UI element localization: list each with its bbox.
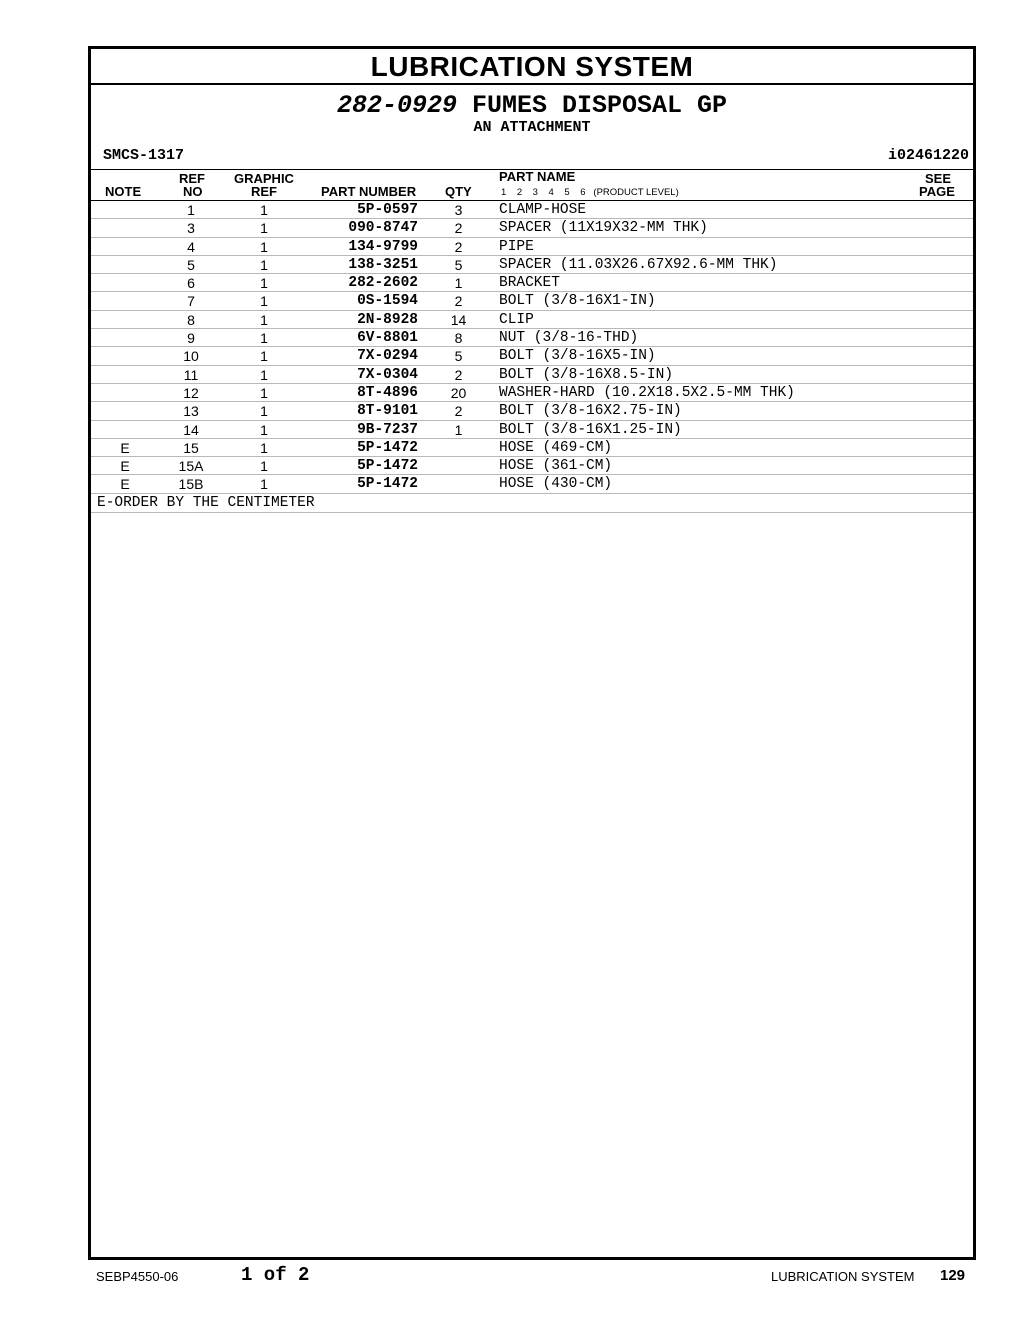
cell-graphic-ref: 1 xyxy=(260,458,268,475)
cell-part-number: 8T-4896 xyxy=(357,384,418,401)
cell-part-number: 2N-8928 xyxy=(357,311,418,328)
cell-qty: 14 xyxy=(450,311,467,328)
cell-part-name: CLIP xyxy=(499,311,534,328)
table-row xyxy=(91,219,973,237)
cell-qty: 1 xyxy=(454,275,463,292)
table-row xyxy=(91,201,973,219)
parts-table-body xyxy=(91,201,973,494)
cell-qty: 2 xyxy=(454,366,463,383)
group-name: FUMES DISPOSAL GP xyxy=(472,91,728,120)
cell-ref-no: 8 xyxy=(187,311,195,328)
cell-part-number: 7X-0294 xyxy=(357,348,418,365)
cell-graphic-ref: 1 xyxy=(260,366,268,383)
illustration-reference: i02461220 xyxy=(887,147,969,164)
cell-graphic-ref: 1 xyxy=(260,256,268,273)
cell-ref-no: 14 xyxy=(183,421,199,438)
parts-table-header xyxy=(91,169,973,201)
cell-part-name: WASHER-HARD (10.2X18.5X2.5-MM THK) xyxy=(499,384,795,401)
cell-qty: 5 xyxy=(454,256,463,273)
footer-section: LUBRICATION SYSTEM xyxy=(771,1269,915,1284)
cell-part-name: HOSE (361-CM) xyxy=(499,458,613,475)
cell-graphic-ref: 1 xyxy=(260,421,268,438)
cell-ref-no: 13 xyxy=(183,403,199,420)
cell-part-name: BOLT (3/8-16X2.75-IN) xyxy=(499,403,682,420)
section-title: LUBRICATION SYSTEM xyxy=(91,49,973,85)
table-row xyxy=(91,274,973,292)
smcs-code: SMCS-1317 xyxy=(103,147,185,164)
table-row xyxy=(91,311,973,329)
table-row xyxy=(91,457,973,475)
cell-part-number: 5P-1472 xyxy=(357,439,418,456)
cell-ref-no: 7 xyxy=(187,293,195,310)
cell-part-number: 0S-1594 xyxy=(357,293,418,310)
cell-qty: 20 xyxy=(450,384,467,401)
footer-page-of: 1 of 2 xyxy=(241,1264,310,1286)
table-row xyxy=(91,256,973,274)
cell-part-name: SPACER (11X19X32-MM THK) xyxy=(499,220,708,237)
cell-ref-no: 4 xyxy=(187,238,195,255)
table-row xyxy=(91,238,973,256)
cell-part-number: 7X-0304 xyxy=(357,366,418,383)
footer-page-number: 129 xyxy=(940,1267,966,1284)
cell-part-number: 9B-7237 xyxy=(357,421,418,438)
cell-qty: 3 xyxy=(454,202,463,218)
cell-ref-no: 3 xyxy=(187,220,195,237)
cell-graphic-ref: 1 xyxy=(260,311,268,328)
cell-ref-no: 1 xyxy=(187,202,195,218)
cell-part-number: 5P-1472 xyxy=(357,476,418,493)
cell-note: E xyxy=(120,439,130,456)
cell-part-number: 282-2602 xyxy=(348,275,418,292)
col-graphic-top: GRAPHIC xyxy=(234,171,294,186)
cell-part-number: 138-3251 xyxy=(348,256,418,273)
identifier-row xyxy=(91,145,973,169)
cell-qty: 2 xyxy=(454,238,463,255)
cell-part-name: BOLT (3/8-16X8.5-IN) xyxy=(499,366,674,383)
col-part-number: PART NUMBER xyxy=(321,184,417,199)
cell-part-number: 5P-0597 xyxy=(357,202,418,218)
cell-part-name: HOSE (430-CM) xyxy=(499,476,613,493)
cell-graphic-ref: 1 xyxy=(260,275,268,292)
cell-part-name: BOLT (3/8-16X5-IN) xyxy=(499,348,656,365)
cell-ref-no: 6 xyxy=(187,275,195,292)
cell-note: E xyxy=(120,458,130,475)
cell-part-number: 090-8747 xyxy=(348,220,418,237)
cell-ref-no: 9 xyxy=(187,330,195,347)
cell-graphic-ref: 1 xyxy=(260,293,268,310)
table-row xyxy=(91,475,973,493)
table-row xyxy=(91,402,973,420)
col-ref-top: REF xyxy=(179,171,205,186)
cell-part-name: BOLT (3/8-16X1-IN) xyxy=(499,293,656,310)
cell-ref-no: 10 xyxy=(183,348,199,365)
footnote: E-ORDER BY THE CENTIMETER xyxy=(91,494,973,513)
cell-part-name: HOSE (469-CM) xyxy=(499,439,613,456)
group-part-number: 282-0929 xyxy=(336,91,457,120)
table-row xyxy=(91,421,973,439)
cell-graphic-ref: 1 xyxy=(260,220,268,237)
col-ref-bottom: NO xyxy=(183,184,203,199)
cell-graphic-ref: 1 xyxy=(260,476,268,493)
cell-part-name: BRACKET xyxy=(499,275,560,292)
table-row xyxy=(91,439,973,457)
table-row xyxy=(91,347,973,365)
cell-ref-no: 12 xyxy=(183,384,199,401)
cell-part-number: 134-9799 xyxy=(348,238,418,255)
cell-graphic-ref: 1 xyxy=(260,403,268,420)
cell-graphic-ref: 1 xyxy=(260,384,268,401)
col-see-bottom: PAGE xyxy=(919,184,955,199)
table-row xyxy=(91,329,973,347)
cell-part-name: BOLT (3/8-16X1.25-IN) xyxy=(499,421,682,438)
cell-part-number: 6V-8801 xyxy=(357,330,418,347)
table-row xyxy=(91,384,973,402)
cell-note: E xyxy=(120,476,130,493)
table-row xyxy=(91,292,973,310)
cell-qty: 8 xyxy=(454,330,463,347)
col-see-top: SEE xyxy=(925,171,952,186)
col-note: NOTE xyxy=(105,184,142,199)
cell-ref-no: 5 xyxy=(187,256,195,273)
group-title xyxy=(91,92,973,120)
cell-qty: 2 xyxy=(454,220,463,237)
cell-qty: 5 xyxy=(454,348,463,365)
parts-page-frame xyxy=(88,46,976,1260)
cell-graphic-ref: 1 xyxy=(260,238,268,255)
cell-graphic-ref: 1 xyxy=(260,439,268,456)
cell-ref-no: 15A xyxy=(178,458,204,475)
cell-qty: 1 xyxy=(454,421,463,438)
cell-graphic-ref: 1 xyxy=(260,330,268,347)
cell-ref-no: 15B xyxy=(178,476,204,493)
cell-part-number: 8T-9101 xyxy=(357,403,418,420)
cell-part-name: PIPE xyxy=(499,238,534,255)
footer-doc-id: SEBP4550-06 xyxy=(96,1269,179,1284)
cell-ref-no: 15 xyxy=(183,439,199,456)
col-graphic-bottom: REF xyxy=(251,184,277,199)
cell-part-name: CLAMP-HOSE xyxy=(499,202,587,218)
col-product-levels: 1 2 3 4 5 6 (PRODUCT LEVEL) xyxy=(501,187,679,198)
cell-qty: 2 xyxy=(454,403,463,420)
col-part-name: PART NAME xyxy=(499,169,576,184)
cell-graphic-ref: 1 xyxy=(260,202,268,218)
table-row xyxy=(91,366,973,384)
cell-part-name: SPACER (11.03X26.67X92.6-MM THK) xyxy=(499,256,778,273)
cell-part-name: NUT (3/8-16-THD) xyxy=(499,330,639,347)
cell-ref-no: 11 xyxy=(183,366,199,383)
cell-graphic-ref: 1 xyxy=(260,348,268,365)
col-qty: QTY xyxy=(445,184,472,199)
cell-part-number: 5P-1472 xyxy=(357,458,418,475)
page-footer xyxy=(0,1262,1020,1292)
cell-qty: 2 xyxy=(454,293,463,310)
group-subtitle: AN ATTACHMENT xyxy=(473,119,591,136)
